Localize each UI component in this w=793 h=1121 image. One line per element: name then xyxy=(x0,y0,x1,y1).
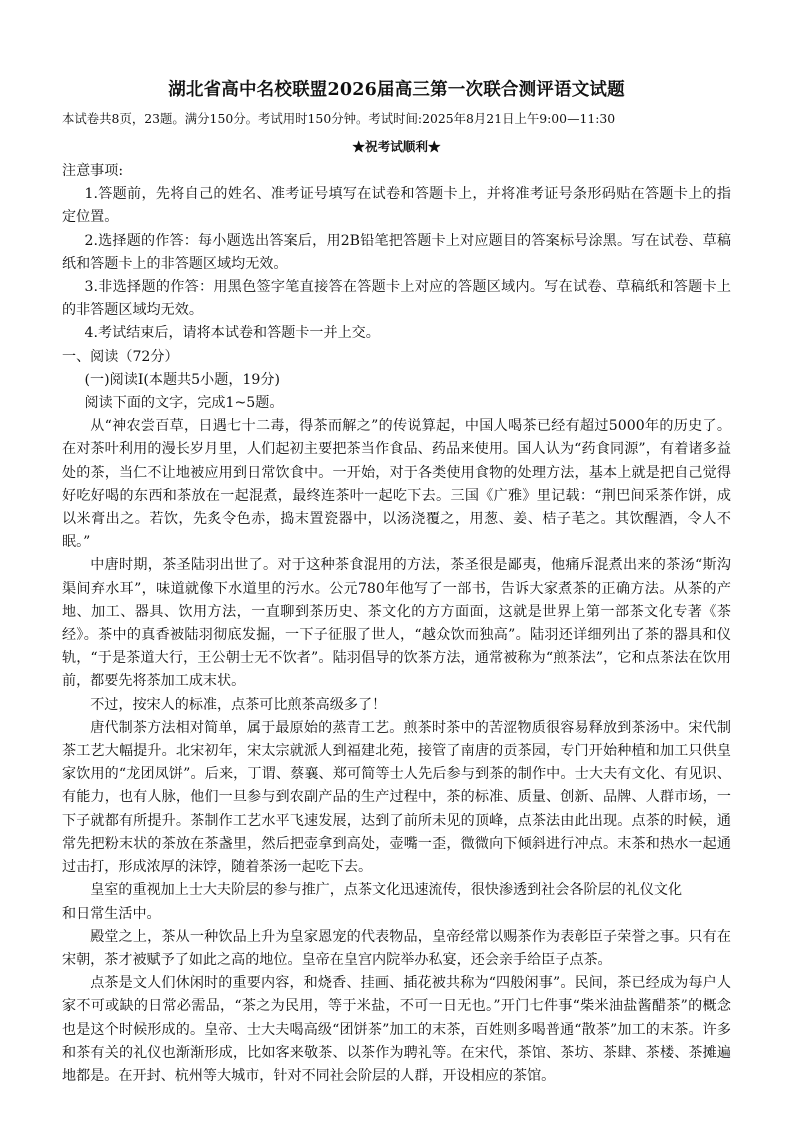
notice-item-3: 3.非选择题的作答：用黑色签字笔直接答在答题卡上对应的答题区域内。写在试卷、草稿纸和答题卡上的非答题区域均无效。 xyxy=(62,279,731,319)
passage-paragraph-7: 点茶是文人们休闲时的重要内容，和烧香、挂画、插花被共称为“四般闲事”。民间，茶已经成为每户人家不可或缺的日常必需品，“茶之为民用，等于米盐，不可一日无也。”开门七件事“柴米油盐酱醋茶”的概念也是这个时候形成的。皇帝、士大夫喝高级“团饼茶”加工的末茶，百姓则多喝普通“散茶”加工的末茶。许多和茶有关的礼仪也渐渐形成，比如客来敬茶、以茶作为聘礼等。在宋代，茶馆、茶坊、茶肆、茶楼、茶摊遍地都是。在开封、杭州等大城市，针对不同社会阶层的人群，开设相应的茶馆。 xyxy=(62,975,731,1084)
passage-paragraph-4: 唐代制茶方法相对简单，属于最原始的蒸青工艺。煎茶时茶中的苦涩物质很容易释放到茶汤中。宋代制茶工艺大幅提升。北宋初年，宋太宗就派人到福建北苑，接管了南唐的贡茶园，专门开始种植和加工只供皇家饮用的“龙团凤饼”。后来，丁谓、蔡襄、郑可简等士人先后参与到茶的制作中。士大夫有文化、有见识、有能力，也有人脉，他们一旦参与到农副产品的生产过程中，茶的标准、质量、创新、品牌、人群市场，一下子就都有所提升。茶制作工艺水平飞速发展，达到了前所未见的顶峰，点茶法由此出现。点茶的时候，通常先把粉末状的茶放在茶盏里，然后把壶拿到高处，壶嘴一歪，微微向下倾斜进行冲点。末茶和热水一起通过击打，形成浓厚的沫饽，随着茶汤一起吃下去。 xyxy=(62,719,731,876)
section-heading: 一、阅读（72分） xyxy=(62,348,179,365)
section-subheading: (一)阅读Ⅰ(本题共5小题，19分) xyxy=(84,371,280,388)
section-instruction: 阅读下面的文字，完成1~5题。 xyxy=(84,395,284,412)
notice-item-1: 1.答题前，先将自己的姓名、准考证号填写在试卷和答题卡上，并将准考证号条形码贴在答题卡上的指定位置。 xyxy=(62,186,731,226)
notice-heading: 注意事项: xyxy=(62,163,124,179)
passage-paragraph-6: 殿堂之上，茶从一种饮品上升为皇家恩宠的代表物品，皇帝经常以赐茶作为表彰臣子荣誉之事。只有在宋朝，茶才被赋予了如此之高的地位。皇帝在皇宫内院举办私宴，还会亲手给臣子点茶。 xyxy=(62,928,731,968)
passage-paragraph-2: 中唐时期，茶圣陆羽出世了。对于这种茶食混用的方法，茶圣很是鄙夷，他痛斥混煮出来的茶汤“斯沟渠间弃水耳”，味道就像下水道里的污水。公元780年他写了一部书，告诉大家煮茶的正确方法。从茶的产地、加工、器具、饮用方法，一直聊到茶历史、茶文化的方方面面，这就是世界上第一部茶文化专著《茶经》。茶中的真香被陆羽彻底发掘，一下子征服了世人，“越众饮而独高”。陆羽还详细列出了茶的器具和仪轨，“于是茶道大行，王公朝士无不饮者”。陆羽倡导的饮茶方法，通常被称为“煎茶法”，它和点茶法在饮用前，都要先将茶加工成末状。 xyxy=(62,557,731,690)
passage-paragraph-3: 不过，按宋人的标准，点茶可比煎茶高级多了！ xyxy=(90,696,387,713)
passage-paragraph-5-cont: 和日常生活中。 xyxy=(62,905,161,922)
exam-title: 湖北省高中名校联盟2026届高三第一次联合测评语文试题 xyxy=(168,80,625,100)
passage-paragraph-1: 从“神农尝百草，日遇七十二毒，得茶而解之”的传说算起，中国人喝茶已经有超过5000年的历史了。在对茶叶利用的漫长岁月里，人们起初主要把茶当作食品、药品来使用。国人认为“药食同源”，有着诸多益处的茶，当仁不让地被应用到日常饮食中。一开始，对于各类使用食物的处理方法，基本上就是把自己觉得好吃好喝的东西和茶放在一起混煮，最终连茶叶一起吃下去。三国《广雅》里记载：“荆巴间采茶作饼，成以米膏出之。若饮，先炙令色赤，捣末置瓷器中，以汤浇覆之，用葱、姜、桔子芼之。其饮醒酒，令人不眠。” xyxy=(62,418,731,551)
exam-info: 本试卷共8页，23题。满分150分。考试用时150分钟。考试时间:2025年8月21日上午9:00—11:30 xyxy=(62,111,616,126)
passage-paragraph-5: 皇室的重视加上士大夫阶层的参与推广，点茶文化迅速流传，很快渗透到社会各阶层的礼仪文化 xyxy=(90,882,683,899)
good-luck-line: ★祝考试顺利★ xyxy=(352,139,441,154)
notice-item-2: 2.选择题的作答：每小题选出答案后，用2B铅笔把答题卡上对应题目的答案标号涂黑。写在试卷、草稿纸和答题卡上的非答题区域均无效。 xyxy=(62,232,731,272)
notice-item-4: 4.考试结束后，请将本试卷和答题卡一并上交。 xyxy=(84,325,380,342)
